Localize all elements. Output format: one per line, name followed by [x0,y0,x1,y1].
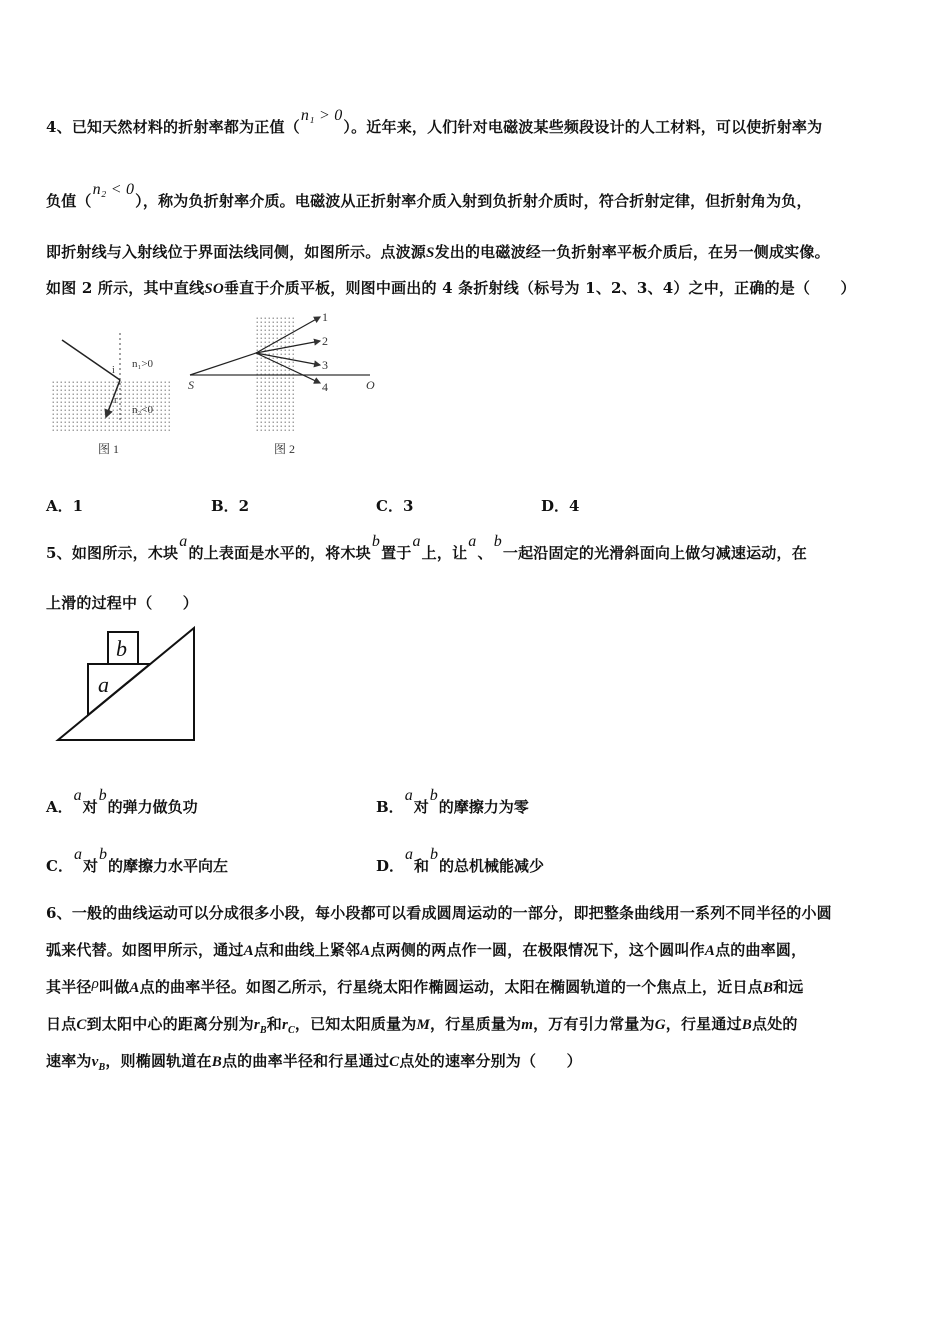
n2-formula: n₂ < 0 [92,181,135,198]
label-a: a [98,672,109,697]
q6-line-4: 日点C到太阳中心的距离分别为$r_B$和$r_C$，已知太阳质量为M，行星质量为m，万有引力常量为G，行星通过B点处的 [46,1015,798,1036]
q4-line-4: 如图 2 所示，其中直线SO垂直于介质平板，则图中画出的 4 条折射线（标号为 1、2、3、4）之中，正确的是（ ） [46,279,856,297]
label-o: O [366,378,375,392]
q4-option-b[interactable]: B．2 [211,497,250,515]
q5-option-c[interactable]: C．a对b的摩擦力水平向左 [46,846,228,875]
q5-option-a[interactable]: A．a对b的弹力做负功 [46,787,198,816]
label-ray-3: 3 [322,358,328,372]
label-s: S [188,378,194,392]
q4-figures [40,305,400,465]
q6-line-1: 6、一般的曲线运动可以分成很多小段，每小段都可以看成圆周运动的一部分，即把整条曲线用一系列不同半径的小圆 [46,904,832,922]
q6-line-5: 速率为$v_B$，则椭圆轨道在B点的曲率半径和行星通过C点处的速率分别为（ ） [46,1052,582,1073]
label-ray-1: 1 [322,310,328,324]
q5-line-1: 5、如图所示，木块a的上表面是水平的，将木块b置于a上，让a、b一起沿固定的光滑斜面向上做匀减速运动，在 [46,533,807,562]
label-b: b [116,636,127,661]
q5-incline-figure [50,622,210,744]
n1-formula: n₁ > 0 [300,107,343,124]
q4-line-3: 即折射线与入射线位于界面法线同侧，如图所示。点波源S发出的电磁波经一负折射率平板介质后，在另一侧成实像。 [46,243,830,261]
negative-slab [256,315,294,433]
label-ray-4: 4 [322,380,328,394]
q4-option-a[interactable]: A．1 [46,497,84,515]
figure-1 [52,333,170,456]
incident-ray-2 [190,353,256,375]
label-r: r [114,395,118,406]
q5-line-2: 上滑的过程中（ ） [46,594,199,612]
q6-line-2: 弧来代替。如图甲所示，通过A点和曲线上紧邻A点两侧的两点作一圆，在极限情况下，这个圆叫作A点的曲率圆， [46,941,807,959]
label-n1: n₁>0 [132,358,154,370]
label-i: i [112,365,115,376]
label-n2: n₂<0 [132,404,154,416]
q6-line-3: 其半径ρ叫做A点的曲率半径。如图乙所示，行星绕太阳作椭圆运动，太阳在椭圆轨道的一个焦点上，近日点B和远 [46,976,804,996]
caption-fig2: 图 2 [274,442,296,456]
q4-option-c[interactable]: C．3 [376,497,414,515]
caption-fig1: 图 1 [98,442,120,456]
q5-option-b[interactable]: B．a对b的摩擦力为零 [376,787,529,816]
q4-line-2: 负值（n₂ < 0），称为负折射率介质。电磁波从正折射率介质入射到负折射介质时，符合折射定律，但折射角为负， [46,181,812,210]
figure-2 [188,310,375,456]
q4-option-d[interactable]: D．4 [541,497,580,515]
q4-line-1: 4、已知天然材料的折射率都为正值（n₁ > 0）。近年来，人们针对电磁波某些频段设计的人工材料，可以使折射率为 [46,107,823,136]
label-ray-2: 2 [322,334,328,348]
q5-option-d[interactable]: D．a和b的总机械能减少 [376,846,545,875]
